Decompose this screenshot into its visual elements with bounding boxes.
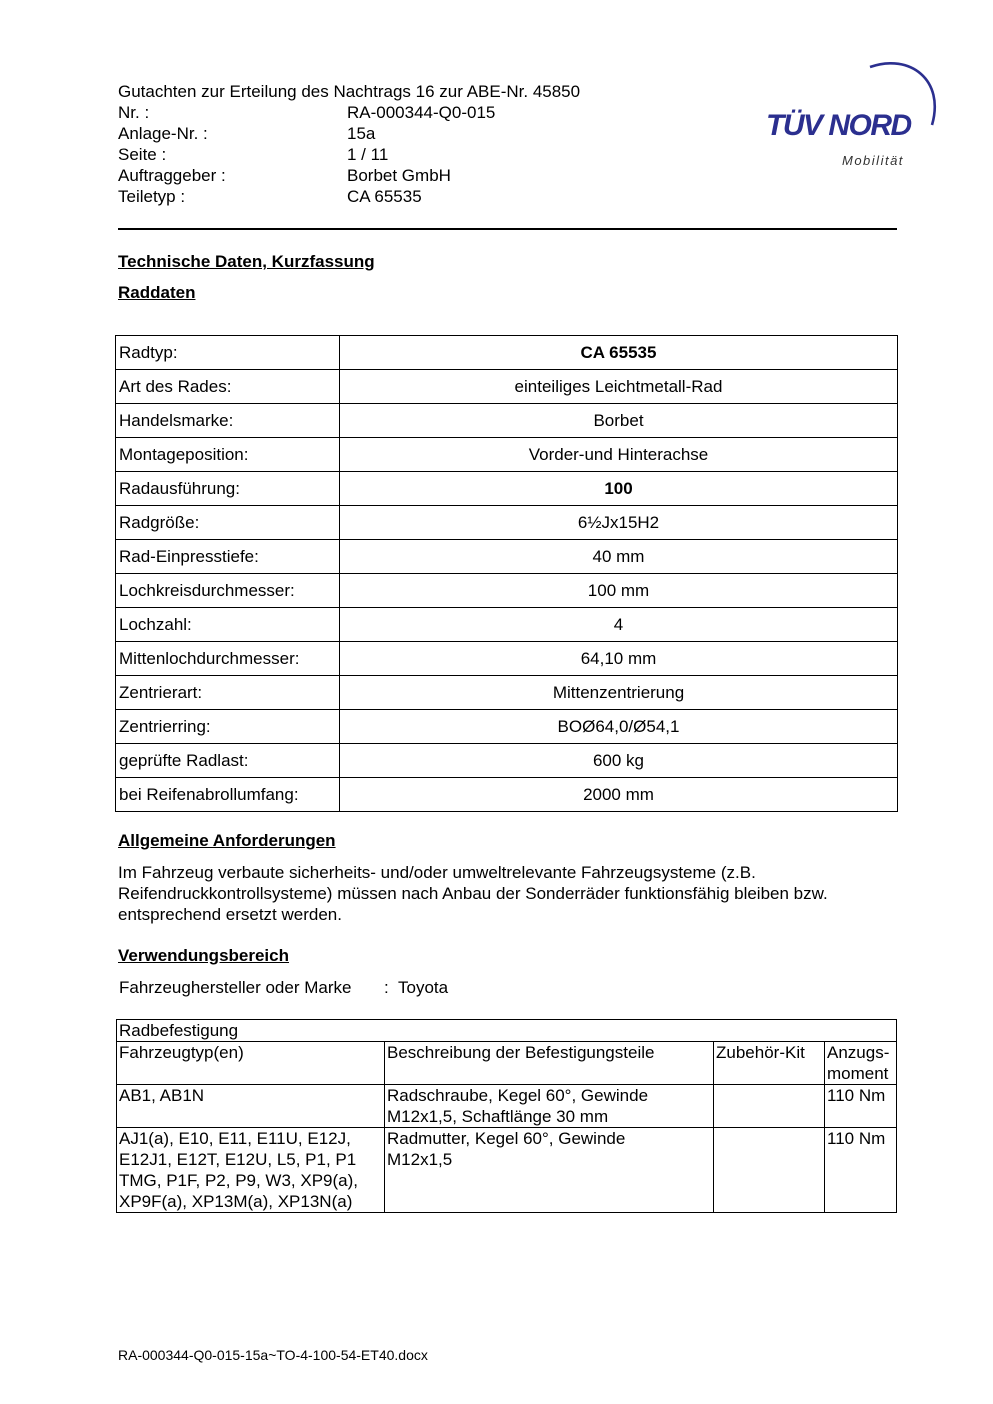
wheel-data-row: [116, 540, 898, 574]
manufacturer-separator: :: [384, 978, 389, 997]
fixing-header-kit: Zubehör-Kit: [714, 1042, 825, 1085]
fixing-types-line: TMG, P1F, P2, P9, W3, XP9(a),: [119, 1171, 359, 1190]
wheel-data-label: Handelsmarke:: [116, 404, 340, 438]
wheel-data-label: Radausführung:: [116, 472, 340, 506]
wheel-data-value: 4: [340, 608, 898, 642]
header-label-nr: Nr. :: [118, 103, 150, 122]
wheel-data-row: [116, 404, 898, 438]
wheel-data-row: [116, 710, 898, 744]
fixing-header-torque-line: Anzugs-: [827, 1043, 890, 1062]
wheel-data-value: Borbet: [340, 404, 898, 438]
fixing-header-torque: [825, 1042, 897, 1085]
header-label-anlage: Anlage-Nr. :: [118, 124, 208, 143]
wheel-data-row: [116, 642, 898, 676]
manufacturer-value: Toyota: [398, 978, 449, 997]
wheel-data-label: Zentrierring:: [116, 710, 340, 744]
wheel-data-row: [116, 574, 898, 608]
wheel-data-label: Radtyp:: [116, 336, 340, 370]
wheel-data-row: [116, 370, 898, 404]
logo-brand-text: TÜV NORD: [766, 109, 911, 142]
fixing-cell-torque: 110 Nm: [825, 1085, 897, 1128]
fixing-table-title: Radbefestigung: [117, 1020, 897, 1042]
fixing-cell-types: [117, 1085, 385, 1128]
header-label-teiletyp: Teiletyp :: [118, 187, 186, 206]
footer-filename: RA-000344-Q0-015-15a~TO-4-100-54-ET40.docx: [118, 1347, 428, 1363]
fixing-desc-line: Radmutter, Kegel 60°, Gewinde: [387, 1129, 626, 1148]
header-value-teiletyp: CA 65535: [347, 187, 422, 206]
wheel-data-value: 600 kg: [340, 744, 898, 778]
header-label-auftraggeber: Auftraggeber :: [118, 166, 226, 185]
wheel-data-value: 40 mm: [340, 540, 898, 574]
fixing-cell-types: [117, 1128, 385, 1213]
wheel-data-label: geprüfte Radlast:: [116, 744, 340, 778]
general-line: Reifendruckkontrollsysteme) müssen nach Anbau der Sonderräder funktionsfähig bleiben bzw.: [118, 884, 828, 903]
logo-subtitle-text: Mobilität: [842, 153, 904, 168]
wheel-data-row: [116, 336, 898, 370]
fixing-cell-torque: 110 Nm: [825, 1128, 897, 1213]
wheel-data-label: bei Reifenabrollumfang:: [116, 778, 340, 812]
fixing-types-line: E12J1, E12T, E12U, L5, P1, P1: [119, 1150, 357, 1169]
wheel-data-label: Mittenlochdurchmesser:: [116, 642, 340, 676]
fixing-cell-kit: [714, 1128, 825, 1213]
wheel-data-value: Mittenzentrierung: [340, 676, 898, 710]
section-subheading-raddaten: Raddaten: [118, 283, 196, 302]
wheel-data-value: CA 65535: [340, 336, 898, 370]
wheel-data-value: 100 mm: [340, 574, 898, 608]
wheel-data-table: [115, 335, 898, 812]
general-line: entsprechend ersetzt werden.: [118, 905, 342, 924]
header-value-anlage: 15a: [347, 124, 376, 143]
section-heading-general: Allgemeine Anforderungen: [118, 831, 336, 850]
wheel-data-label: Montageposition:: [116, 438, 340, 472]
manufacturer-label: Fahrzeughersteller oder Marke: [119, 978, 352, 997]
header-label-seite: Seite :: [118, 145, 167, 164]
header-value-nr: RA-000344-Q0-015: [347, 103, 496, 122]
wheel-data-value: 2000 mm: [340, 778, 898, 812]
tuv-nord-logo: [760, 55, 945, 175]
fixing-cell-desc: [385, 1085, 714, 1128]
section-heading-technical: Technische Daten, Kurzfassung: [118, 252, 375, 271]
wheel-data-label: Lochzahl:: [116, 608, 340, 642]
header-value-seite: 1 / 11: [347, 145, 389, 164]
header-divider: [118, 228, 897, 230]
fixing-cell-kit: [714, 1085, 825, 1128]
tuv-nord-logo-graphic: [760, 55, 945, 175]
fixing-row: [117, 1085, 897, 1128]
fixing-types-line: AJ1(a), E10, E11, E11U, E12J,: [119, 1129, 351, 1148]
wheel-data-row: [116, 608, 898, 642]
wheel-data-label: Art des Rades:: [116, 370, 340, 404]
section-heading-usage: Verwendungsbereich: [118, 946, 289, 965]
fixing-types-line: AB1, AB1N: [119, 1086, 205, 1105]
wheel-data-label: Zentrierart:: [116, 676, 340, 710]
document-title: Gutachten zur Erteilung des Nachtrags 16 zur ABE-Nr. 45850: [118, 82, 581, 101]
wheel-data-row: [116, 744, 898, 778]
fixing-row: [117, 1128, 897, 1213]
fixing-desc-line: Radschraube, Kegel 60°, Gewinde: [387, 1086, 649, 1105]
fixing-header-desc: Beschreibung der Befestigungsteile: [385, 1042, 714, 1085]
wheel-data-row: [116, 506, 898, 540]
general-line: Im Fahrzeug verbaute sicherheits- und/oder umweltrelevante Fahrzeugsysteme (z.B.: [118, 863, 756, 882]
wheel-data-value: BOØ64,0/Ø54,1: [340, 710, 898, 744]
wheel-data-label: Rad-Einpresstiefe:: [116, 540, 340, 574]
fixing-header-torque-line: moment: [827, 1064, 889, 1083]
wheel-data-value: 6½Jx15H2: [340, 506, 898, 540]
fixing-types-line: XP9F(a), XP13M(a), XP13N(a): [119, 1192, 353, 1211]
fixing-header-types: Fahrzeugtyp(en): [117, 1042, 385, 1085]
wheel-data-value: Vorder-und Hinterachse: [340, 438, 898, 472]
wheel-data-value: 64,10 mm: [340, 642, 898, 676]
fixing-desc-line: M12x1,5: [387, 1150, 453, 1169]
wheel-data-row: [116, 438, 898, 472]
wheel-data-value: 100: [340, 472, 898, 506]
fixing-desc-line: M12x1,5, Schaftlänge 30 mm: [387, 1107, 609, 1126]
wheel-data-row: [116, 778, 898, 812]
wheel-data-row: [116, 676, 898, 710]
header-value-auftraggeber: Borbet GmbH: [347, 166, 451, 185]
wheel-fixing-table: [116, 1019, 897, 1213]
fixing-cell-desc: [385, 1128, 714, 1213]
wheel-data-label: Lochkreisdurchmesser:: [116, 574, 340, 608]
wheel-data-label: Radgröße:: [116, 506, 340, 540]
wheel-data-value: einteiliges Leichtmetall-Rad: [340, 370, 898, 404]
general-requirements-text: [118, 862, 898, 925]
wheel-data-row: [116, 472, 898, 506]
